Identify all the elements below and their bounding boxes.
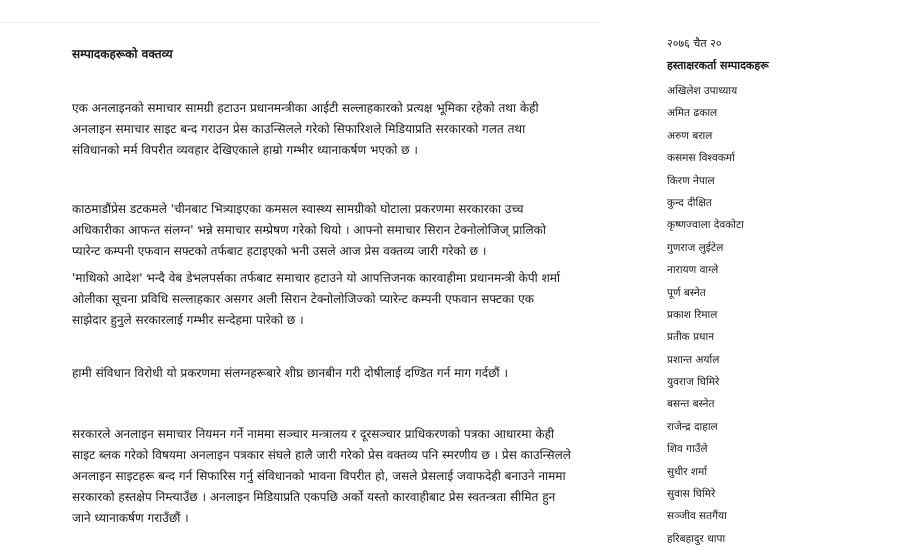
statement-title: सम्पादकहरूको वक्तव्य bbox=[72, 47, 173, 61]
signatory-name: सञ्जीव सतगैंया bbox=[667, 510, 727, 523]
signatories-list bbox=[667, 80, 867, 550]
signatory-name: शिव गाउँले bbox=[667, 443, 708, 456]
statement-paragraph: सरकारले अनलाइन समाचार नियमन गर्ने नाममा सञ्चार मन्त्रालय र दूरसञ्चार प्राधिकरणको पत्रका आधारमा केही साइट ब्लक गरेको विषयमा अनलाइन पत्रकार संघले हालै जारी गरेको प्रेस वक्तव्य पनि स्मरणीय छ । प्रेस काउन्सिलले अनलाइन साइटहरू बन्द गर्न सिफारिस गर्नु संविधानको भावना विपरीत हो, जसले प्रेसलाई जवाफदेही बनाउने नाममा सरकारको हस्तक्षेप निम्त्याउँछ । अनलाइन मिडियाप्रति एकपछि अर्को यस्तो कारवाहीबाट प्रेस स्वतन्त्रता सीमित हुन जाने ध्यानाकर्षण गराउँछौं । bbox=[72, 427, 571, 525]
signatory-name: किरण नेपाल bbox=[667, 174, 715, 187]
statement-date: २०७६ चैत २० bbox=[667, 37, 722, 50]
statement-paragraph: 'माथिको आदेश' भन्दै वेब डेभलपर्सका तर्फबाट समाचार हटाउने यो आपत्तिजनक कारवाहीमा प्रधानमन्त्री केपी शर्मा ओलीका सूचना प्रविधि सल्लाहकार असगर अली सिरान टेक्नोलोजिज्को प्यारेन्ट कम्पनी एफवान सफ्टका एक साझेदार हुनुले सरकारलाई गम्भीर सन्देहमा पारेको छ । bbox=[72, 271, 561, 327]
signatory-name: अमित ढकाल bbox=[667, 107, 718, 120]
signatories-sidebar bbox=[667, 36, 867, 550]
signatory-name: सुधीर शर्मा bbox=[667, 465, 708, 478]
signatory-name: प्रकाश रिमाल bbox=[667, 308, 718, 321]
signatory-name: बसन्त बस्नेत bbox=[667, 398, 715, 411]
signatory-name: कृष्णज्वाला देवकोटा bbox=[667, 219, 744, 232]
statement-paragraph: काठमाडौंप्रेस डटकमले 'चीनबाट भित्र्याइएका कमसल स्वास्थ्य सामग्रीको घोटाला प्रकरणमा सरकारका उच्च अधिकारीका आफन्त संलग्न' भन्ने समाचार सम्प्रेषण गरेको थियो । आफ्नो समाचार सिरान टेक्नोलोजिज् प्रालिको प्यारेन्ट कम्पनी एफवान सफ्टको तर्फबाट हटाइएको भनी उसले आज प्रेस वक्तव्य जारी गरेको छ । bbox=[72, 202, 546, 258]
statement-body bbox=[72, 44, 572, 529]
signatory-name: कसमस विश्वकर्मा bbox=[667, 152, 735, 165]
signatory-name: नारायण वाग्ले bbox=[667, 264, 719, 277]
signatory-name: प्रशान्त अर्याल bbox=[667, 353, 720, 366]
top-divider bbox=[0, 22, 600, 23]
signatory-name: सुवास घिमिरे bbox=[667, 488, 716, 501]
signatory-name: अखिलेश उपाध्याय bbox=[667, 85, 738, 97]
statement-paragraph: एक अनलाइनको समाचार सामग्री हटाउन प्रधानमन्त्रीका आईटी सल्लाहकारको प्रत्यक्ष भूमिका रहेको तथा केही अनलाइन समाचार साइट बन्द गराउन प्रेस काउन्सिलले गरेको सिफारिशले मिडियाप्रति सरकारको गलत तथा संविधानको मर्म विपरीत व्यवहार देखिएकाले हाम्रो गम्भीर ध्यानाकर्षण भएको छ । bbox=[72, 101, 539, 157]
signatory-name: कुन्द दीक्षित bbox=[667, 196, 712, 209]
signatory-name: हरिबहादुर थापा bbox=[667, 532, 726, 545]
signatory-name: पूर्ण बस्नेत bbox=[667, 286, 706, 299]
signatories-heading: हस्ताक्षरकर्ता सम्पादकहरू bbox=[667, 59, 769, 72]
signatory-name: प्रतीक प्रधान bbox=[667, 331, 715, 344]
statement-paragraph: हामी संविधान विरोधी यो प्रकरणमा संलग्नहरूबारे शीघ्र छानबीन गरी दोषीलाई दण्डित गर्न माग गर्दछौं । bbox=[72, 366, 509, 380]
signatory-name: युवराज घिमिरे bbox=[667, 376, 720, 389]
signatory-name: अरुण बराल bbox=[667, 129, 713, 142]
signatory-name: राजेन्द्र दाहाल bbox=[667, 420, 718, 433]
signatory-name: गुणराज लुईटेल bbox=[667, 241, 724, 254]
